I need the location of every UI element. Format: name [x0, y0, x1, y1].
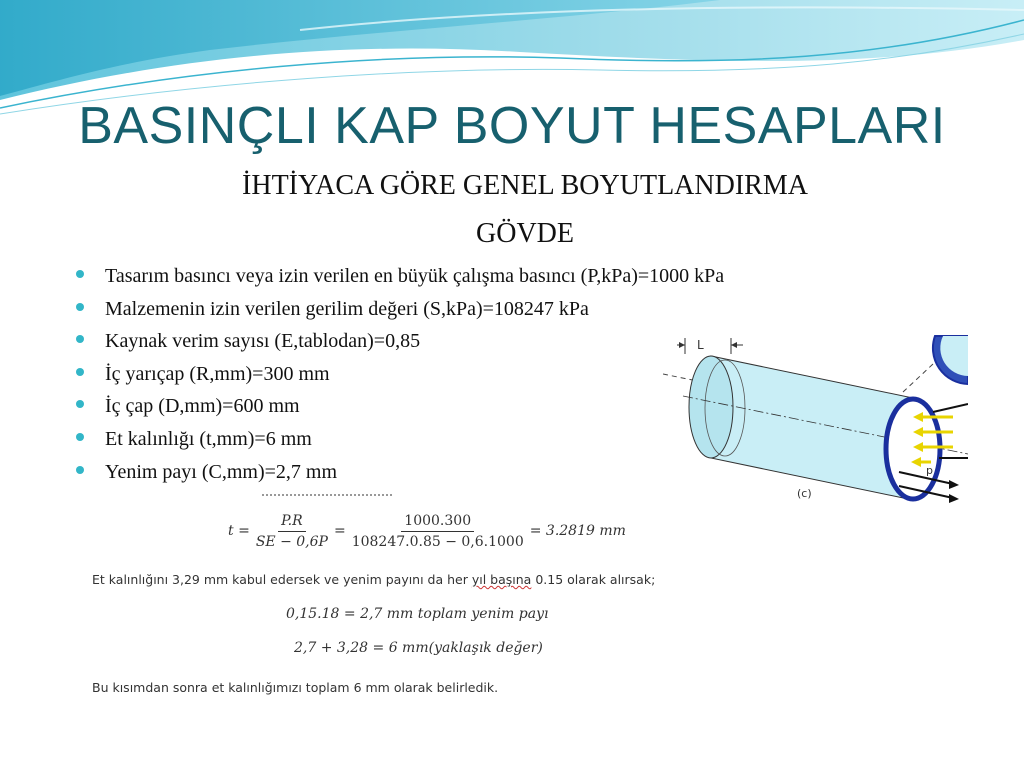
corrosion-equation: 0,15.18 = 2,7 mm toplam yenim payı — [286, 606, 549, 622]
note-text-underlined: yıl başına — [471, 572, 532, 587]
bullet-icon — [76, 400, 84, 408]
fraction-denominator: 108247.0.85 − 0,6.1000 — [351, 533, 524, 550]
bullet-icon — [76, 335, 84, 343]
list-item — [76, 262, 724, 295]
list-item — [76, 458, 724, 491]
formula-panel — [82, 494, 666, 706]
note-text: 0.15 olarak alırsak; — [531, 572, 656, 587]
list-item — [76, 360, 724, 393]
bullet-icon — [76, 303, 84, 311]
cylinder-diagram — [663, 332, 968, 504]
slide-subtitle: İHTİYACA GÖRE GENEL BOYUTLANDIRMA — [242, 170, 808, 201]
bullet-icon — [76, 433, 84, 441]
bullet-icon — [76, 270, 84, 278]
bullet-icon — [76, 466, 84, 474]
figure-label: (c) — [797, 487, 812, 500]
thickness-equation — [228, 508, 648, 554]
cropped-text-remnant — [262, 494, 392, 502]
list-item — [76, 425, 724, 458]
list-item — [76, 295, 724, 328]
list-item — [76, 392, 724, 425]
list-item-text: Et kalınlığı (t,mm)=6 mm — [105, 427, 312, 450]
fraction-numeric — [352, 513, 524, 550]
conclusion-note: Bu kısımdan sonra et kalınlığımızı toplam 6 mm olarak belirledik. — [92, 680, 499, 695]
fraction-numerator: P.R — [278, 513, 306, 532]
list-item-text: Tasarım basıncı veya izin verilen en büyük çalışma basıncı (P,kPa)=1000 kPa — [105, 265, 725, 287]
note-text: Et kalınlığını 3,29 mm kabul edersek ve yenim payını da her — [92, 572, 472, 587]
equals-sign: = — [333, 523, 346, 539]
equation-lhs: t = — [228, 523, 250, 539]
parameter-list — [76, 262, 724, 490]
list-item — [76, 327, 724, 360]
total-thickness-equation: 2,7 + 3,28 = 6 mm(yaklaşık değer) — [294, 640, 543, 656]
list-item-text: Malzemenin izin verilen gerilim değeri (S,kPa)=108247 kPa — [105, 297, 589, 320]
list-item-text: Yenim payı (C,mm)=2,7 mm — [105, 460, 338, 483]
assumption-note — [92, 572, 655, 587]
pressure-label: p — [926, 464, 933, 477]
list-item-text: İç çap (D,mm)=600 mm — [105, 395, 300, 418]
slide-title: BASINÇLI KAP BOYUT HESAPLARI — [78, 97, 946, 155]
section-heading: GÖVDE — [476, 218, 574, 249]
list-item-text: Kaynak verim sayısı (E,tablodan)=0,85 — [105, 330, 421, 353]
fraction-numerator: 1000.300 — [401, 513, 474, 532]
equation-result: = 3.2819 mm — [529, 523, 626, 539]
bullet-icon — [76, 368, 84, 376]
fraction-symbolic — [256, 513, 328, 550]
length-label: L — [697, 338, 704, 352]
fraction-denominator: SE − 0,6P — [255, 533, 328, 550]
list-item-text: İç yarıçap (R,mm)=300 mm — [105, 362, 330, 385]
